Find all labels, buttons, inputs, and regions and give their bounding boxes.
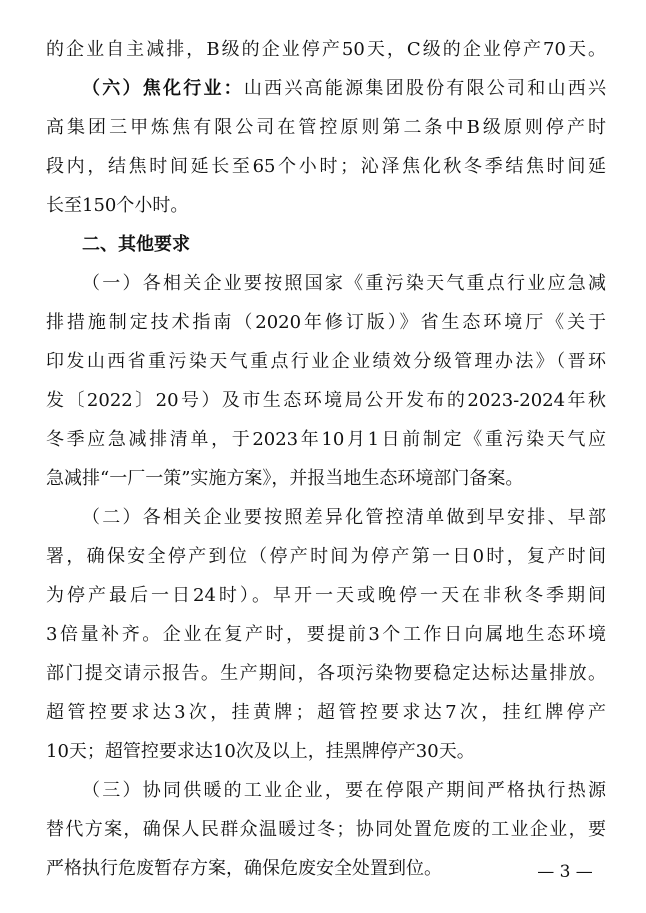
paragraph-line-section-6 — [82, 77, 606, 101]
paragraph-line: 超管控要求达3次，挂黄牌；超管控要求达7次，挂红牌停产 — [46, 702, 606, 723]
paragraph-line: 排措施制定技术指南（2020年修订版）》省生态环境厅《关于 — [46, 312, 606, 333]
paragraph-line: 替代方案，确保人民群众温暖过冬；协同处置危废的工业企业，要 — [46, 819, 606, 840]
paragraph-line: 10天；超管控要求达10次及以上，挂黑牌停产30天。 — [46, 741, 475, 762]
paragraph-line: 3倍量补齐。企业在复产时，要提前3个工作日向属地生态环境 — [46, 624, 606, 645]
paragraph-line: 发〔2022〕20号）及市生态环境局公开发布的2023-2024年秋 — [46, 390, 606, 411]
paragraph-line: 急减排“一厂一策”实施方案》，并报当地生态环境部门备案。 — [46, 468, 524, 489]
section-6-label: （六）焦化行业： — [82, 78, 244, 99]
paragraph-line: 长至150个小时。 — [46, 195, 189, 216]
paragraph-line: 的企业自主减排，B级的企业停产50天，C级的企业停产70天。 — [46, 39, 606, 60]
paragraph-line: （一）各相关企业要按照国家《重污染天气重点行业应急减 — [82, 273, 606, 294]
paragraph-line: 为停产最后一日24时）。早开一天或晚停一天在非秋冬季期间 — [46, 585, 606, 606]
paragraph-line: 署，确保安全停产到位（停产时间为停产第一日0时，复产时间 — [46, 546, 606, 567]
paragraph-line: （三）协同供暖的工业企业，要在停限产期间严格执行热源 — [82, 780, 606, 801]
page-number: — 3 — — [537, 862, 593, 882]
section-heading: 二、其他要求 — [82, 234, 190, 255]
paragraph-line: 冬季应急减排清单，于2023年10月1日前制定《重污染天气应 — [46, 429, 606, 450]
paragraph-line: 印发山西省重污染天气重点行业企业绩效分级管理办法》（晋环 — [46, 351, 606, 372]
paragraph-line: 段内，结焦时间延长至65个小时；沁泽焦化秋冬季结焦时间延 — [46, 156, 606, 177]
paragraph-line: 部门提交请示报告。生产期间，各项污染物要稳定达标达量排放。 — [46, 663, 606, 684]
paragraph-line: 严格执行危废暂存方案，确保危废安全处置到位。 — [46, 858, 442, 879]
paragraph-line: （二）各相关企业要按照差异化管控清单做到早安排、早部 — [82, 507, 606, 528]
section-6-text: 山西兴高能源集团股份有限公司和山西兴 — [243, 78, 606, 99]
paragraph-line: 高集团三甲炼焦有限公司在管控原则第二条中B级原则停产时 — [46, 117, 606, 138]
